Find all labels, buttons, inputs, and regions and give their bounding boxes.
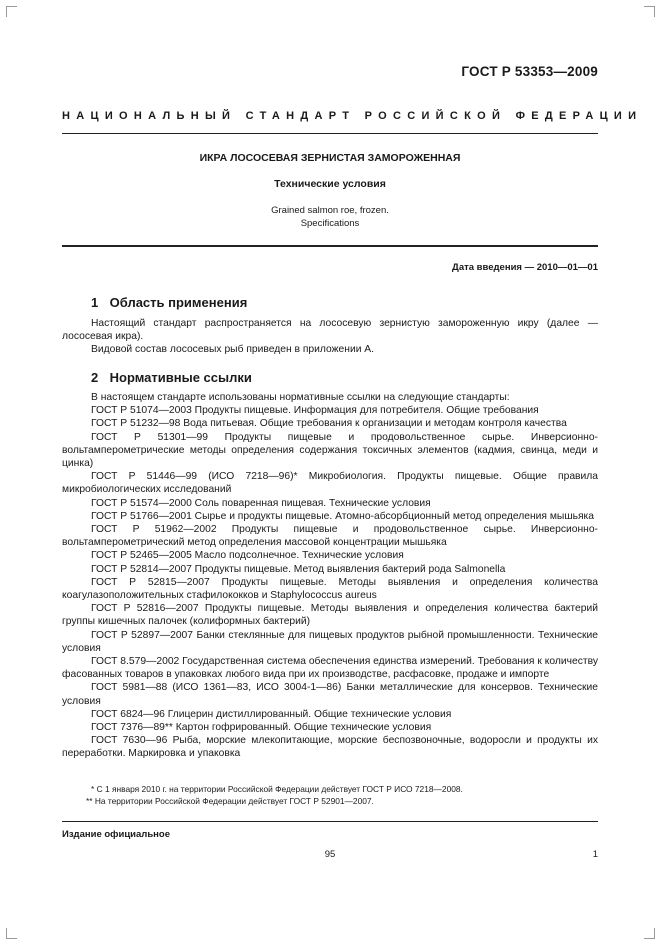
edition-label: Издание официальное <box>62 829 170 840</box>
reference-item: ГОСТ Р 51962—2002 Продукты пищевые и продовольственное сырье. Инверсионно-вольтамперометрический метод определения массовой концентрации мышьяка <box>62 524 598 549</box>
section-2-body <box>62 391 598 761</box>
scan-corner-mark <box>644 6 655 17</box>
reference-item: ГОСТ Р 52815—2007 Продукты пищевые. Методы выявления и определения количества коагулазоположительных стафилококков и Staphylococcus aureus <box>62 576 598 602</box>
section-number: 2 <box>91 370 99 385</box>
header-rule <box>62 133 598 134</box>
reference-item: ГОСТ Р 51446—99 (ИСО 7218—96)* Микробиология. Продукты пищевые. Общие правила микробиологических исследований <box>62 471 598 496</box>
section-number: 1 <box>91 295 99 310</box>
paragraph: Настоящий стандарт распространяется на лососевую зернистую замороженную икру (далее — лососевая икра). <box>62 318 598 343</box>
page-number: 95 <box>324 849 336 860</box>
reference-item: ГОСТ 7630—96 Рыба, морские млекопитающие, морские беспозвоночные, водоросли и продукты их переработки. Маркировка и упаковка <box>62 735 598 760</box>
reference-item: ГОСТ Р 51301—99 Продукты пищевые и продовольственное сырье. Инверсионно-вольтамперометрические методы определения содержания токсичных элементов (кадмия, свинца, меди и цинка) <box>62 431 598 470</box>
reference-item: ГОСТ Р 51232—98 Вода питьевая. Общие требования к организации и методам контроля качества <box>91 418 567 430</box>
national-standard-heading: НАЦИОНАЛЬНЫЙ СТАНДАРТ РОССИЙСКОЙ ФЕДЕРАЦИИ <box>62 110 643 122</box>
scan-corner-mark <box>644 928 655 939</box>
section-title: Область применения <box>109 295 248 310</box>
title-rule <box>62 245 598 247</box>
section-1-heading <box>91 295 247 310</box>
section-1-body <box>62 317 598 357</box>
reference-item: ГОСТ Р 51574—2000 Соль поваренная пищевая. Технические условия <box>91 497 431 509</box>
section-title: Нормативные ссылки <box>109 370 252 385</box>
english-title-line: Specifications <box>300 218 360 229</box>
reference-item: ГОСТ Р 51766—2001 Сырье и продукты пищевые. Атомно-абсорбционный метод определения мышьяка <box>91 510 594 522</box>
reference-item: ГОСТ Р 52814—2007 Продукты пищевые. Метод выявления бактерий рода Salmonella <box>91 563 506 575</box>
document-title: ИКРА ЛОСОСЕВАЯ ЗЕРНИСТАЯ ЗАМОРОЖЕННАЯ <box>199 152 461 164</box>
gost-code: ГОСТ Р 53353—2009 <box>461 64 598 79</box>
scan-corner-mark <box>6 6 17 17</box>
reference-item: ГОСТ Р 52897—2007 Банки стеклянные для пищевых продуктов рыбной промышленности. Технические условия <box>62 629 598 654</box>
english-title-line: Grained salmon roe, frozen. <box>271 205 389 216</box>
footnote: ** На территории Российской Федерации действует ГОСТ Р 52901—2007. <box>86 796 374 806</box>
reference-item: ГОСТ 8.579—2002 Государственная система обеспечения единства измерений. Требования к количеству фасованных товаров в упаковках любого вида при их производстве, расфасовке, продаже и импорте <box>62 656 598 681</box>
reference-item: ГОСТ 6824—96 Глицерин дистиллированный. Общие технические условия <box>91 708 452 720</box>
reference-intro: В настоящем стандарте использованы нормативные ссылки на следующие стандарты: <box>91 392 510 403</box>
footnotes <box>62 783 598 807</box>
document-subtitle: Технические условия <box>274 178 386 190</box>
footer-rule <box>62 821 598 822</box>
section-2-heading <box>91 370 252 385</box>
reference-item: ГОСТ 5981—88 (ИСО 1361—83, ИСО 3004-1—86) Банки металлические для консервов. Технические условия <box>62 682 598 707</box>
english-title <box>62 204 598 230</box>
scan-corner-mark <box>6 928 17 939</box>
introduction-date: Дата введения — 2010—01—01 <box>452 262 598 273</box>
sheet-number: 1 <box>592 849 598 860</box>
reference-item: ГОСТ Р 52465—2005 Масло подсолнечное. Технические условия <box>91 550 404 562</box>
footnote: * С 1 января 2010 г. на территории Российской Федерации действует ГОСТ Р ИСО 7218—2008. <box>91 784 463 794</box>
reference-item: ГОСТ Р 51074—2003 Продукты пищевые. Информация для потребителя. Общие требования <box>91 405 539 417</box>
reference-item: ГОСТ 7376—89** Картон гофрированный. Общие технические условия <box>91 722 432 734</box>
reference-item: ГОСТ Р 52816—2007 Продукты пищевые. Методы выявления и определения количества бактерий группы кишечных палочек (колиформных бактерий) <box>62 603 598 628</box>
paragraph: Видовой состав лососевых рыб приведен в приложении А. <box>91 344 375 356</box>
